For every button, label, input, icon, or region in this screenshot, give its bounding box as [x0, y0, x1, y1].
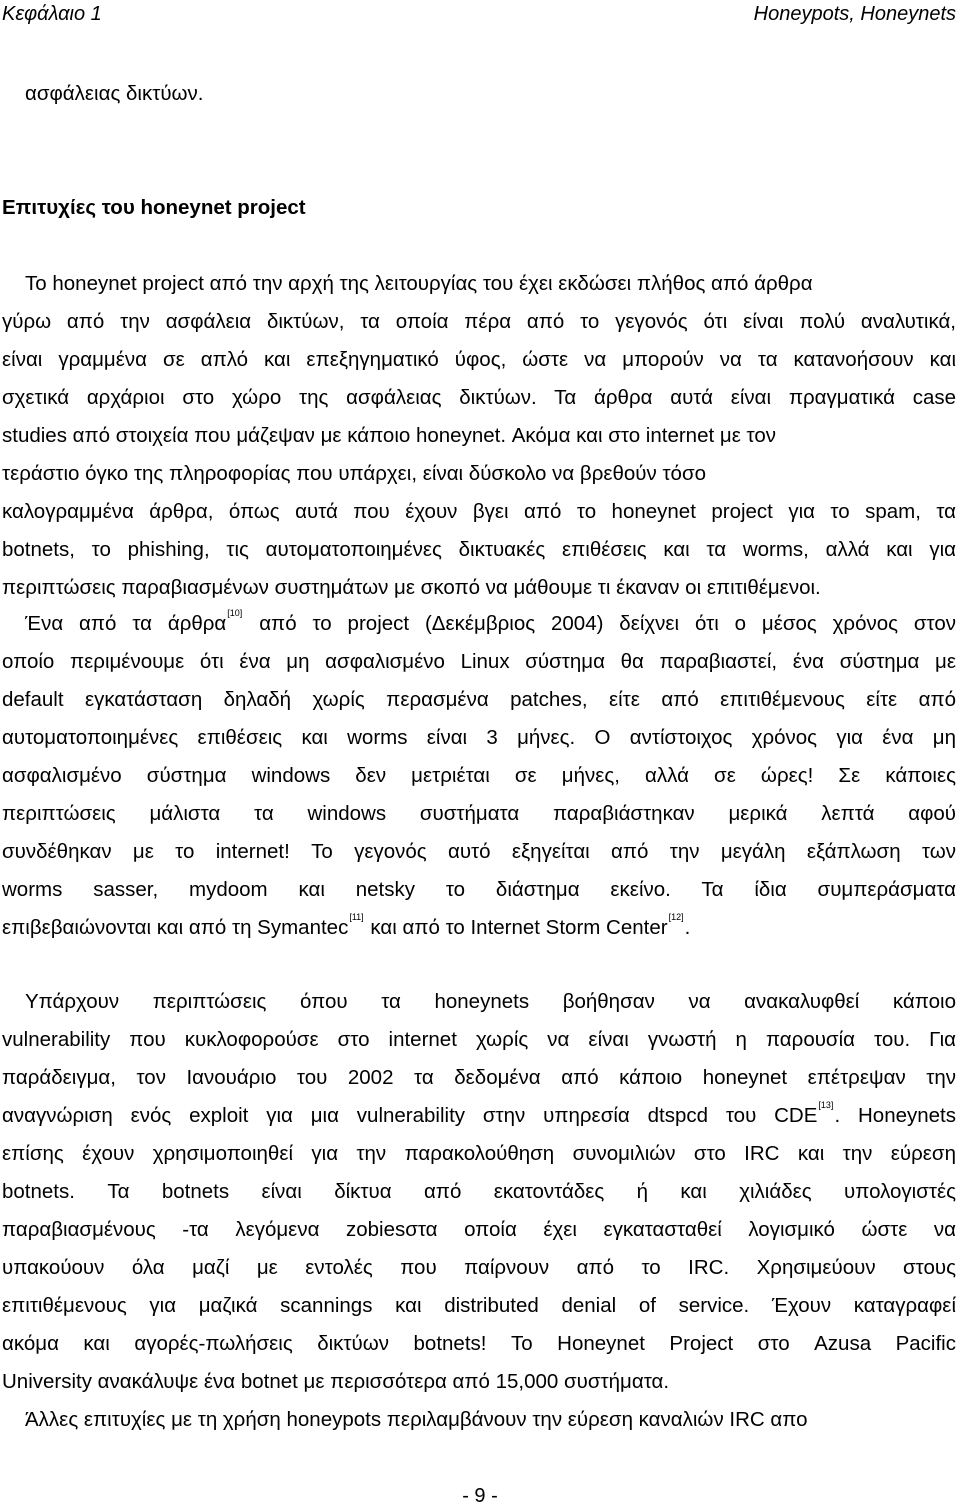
section-heading: Επιτυχίες του honeynet project	[2, 196, 306, 219]
text-line: Άλλες επιτυχίες με τη χρήση honeypots περιλαμβάνουν την εύρεση καναλιών IRC απο	[25, 1408, 808, 1431]
text-line: περιπτώσεις παραβιασμένων συστημάτων με σκοπό να μάθουμε τι έκαναν οι επιτιθέμενοι.	[2, 576, 821, 599]
text-line: επίσης έχουν χρησιμοποιηθεί για την παρακολούθηση συνομιλιών στο IRC και την εύρεση	[2, 1142, 956, 1165]
text-line: ασφάλειας δικτύων.	[25, 82, 204, 105]
text-fragment: . Honeynets	[834, 1104, 956, 1127]
citation-ref: [11]	[349, 912, 364, 922]
text-fragment: .	[684, 916, 691, 939]
text-line: επιτιθέμενους για μαζικά scannings και distributed denial of service. Έχουν καταγραφεί	[2, 1294, 956, 1317]
text-fragment: επιβεβαιώνονται και από τη Symantec	[2, 916, 349, 939]
page-number: - 9 -	[462, 1485, 498, 1507]
text-line: παράδειγμα, τον Ιανουάριο του 2002 τα δεδομένα από κάποιο honeynet επέτρεψαν την	[2, 1066, 956, 1089]
text-line: υπακούουν όλα μαζί με εντολές που παίρνουν από το IRC. Χρησιμεύουν στους	[2, 1256, 956, 1279]
text-line: ασφαλισμένο σύστημα windows δεν μετριέται σε μήνες, αλλά σε ώρες! Σε κάποιες	[2, 764, 956, 787]
text-line	[2, 1102, 956, 1130]
section-header: Honeypots, Honeynets	[753, 3, 956, 25]
citation-ref: [13]	[818, 1100, 834, 1110]
text-line: περιπτώσεις μάλιστα τα windows συστήματα παραβιάστηκαν μερικά λεπτά αφού	[2, 802, 956, 825]
citation-ref: [10]	[227, 608, 243, 618]
text-line: είναι γραμμένα σε απλό και επεξηγηματικό ύφος, ώστε να μπορούν να τα κατανοήσουν και	[2, 348, 956, 371]
text-line: γύρω από την ασφάλεια δικτύων, τα οποία πέρα από το γεγονός ότι είναι πολύ αναλυτικά,	[2, 310, 956, 333]
text-line: τεράστιο όγκο της πληροφορίας που υπάρχει, είναι δύσκολο να βρεθούν τόσο	[2, 462, 707, 485]
text-line	[2, 914, 956, 942]
text-fragment: αναγνώριση ενός exploit για μια vulnerability στην υπηρεσία dtspcd του CDE	[2, 1104, 818, 1127]
text-line: default εγκατάσταση δηλαδή χωρίς περασμένα patches, είτε από επιτιθέμενους είτε από	[2, 688, 956, 711]
text-line: σχετικά αρχάριοι στο χώρο της ασφάλειας δικτύων. Τα άρθρα αυτά είναι πραγματικά case	[2, 386, 956, 409]
text-line: University ανακάλυψε ένα botnet με περισσότερα από 15,000 συστήματα.	[2, 1370, 670, 1393]
text-line: botnets, το phishing, τις αυτοματοποιημένες δικτυακές επιθέσεις και τα worms, αλλά και για	[2, 538, 956, 561]
text-line: ακόμα και αγορές-πωλήσεις δικτύων botnets! Το Honeynet Project στο Azusa Pacific	[2, 1332, 956, 1355]
text-line: botnets. Τα botnets είναι δίκτυα από εκατοντάδες ή και χιλιάδες υπολογιστές	[2, 1180, 956, 1203]
text-line	[25, 610, 956, 638]
text-line: Το honeynet project από την αρχή της λειτουργίας του έχει εκδώσει πλήθος από άρθρα	[25, 272, 813, 295]
text-line: Υπάρχουν περιπτώσεις όπου τα honeynets βοήθησαν να ανακαλυφθεί κάποιο	[25, 990, 956, 1013]
text-line: studies από στοιχεία που μάζεψαν με κάποιο honeynet. Ακόμα και στο internet με τον	[2, 424, 776, 447]
citation-ref: [12]	[668, 912, 684, 922]
text-line: vulnerability που κυκλοφορούσε στο internet χωρίς να είναι γνωστή η παρουσία του. Για	[2, 1028, 956, 1051]
chapter-header: Κεφάλαιο 1	[2, 3, 102, 25]
text-line: συνδέθηκαν με το internet! Το γεγονός αυτό εξηγείται από την μεγάλη εξάπλωση των	[2, 840, 956, 863]
text-line: οποίο περιμένουμε ότι ένα μη ασφαλισμένο Linux σύστημα θα παραβιαστεί, ένα σύστημα με	[2, 650, 956, 673]
text-fragment: από το project (Δεκέμβριος 2004) δείχνει ότι ο μέσος χρόνος στον	[259, 612, 957, 635]
text-fragment: Ένα από τα άρθρα	[25, 612, 227, 635]
text-line: worms sasser, mydoom και netsky το διάστημα εκείνο. Τα ίδια συμπεράσματα	[2, 878, 956, 901]
text-fragment: και από το Internet Storm Center	[370, 916, 668, 939]
text-line: αυτοματοποιημένες επιθέσεις και worms είναι 3 μήνες. Ο αντίστοιχος χρόνος για ένα μη	[2, 726, 956, 749]
text-line: παραβιασμένους -τα λεγόμενα zobiesστα οποία έχει εγκατασταθεί λογισμικό ώστε να	[2, 1218, 956, 1241]
text-line: καλογραμμένα άρθρα, όπως αυτά που έχουν βγει από το honeynet project για το spam, τα	[2, 500, 956, 523]
